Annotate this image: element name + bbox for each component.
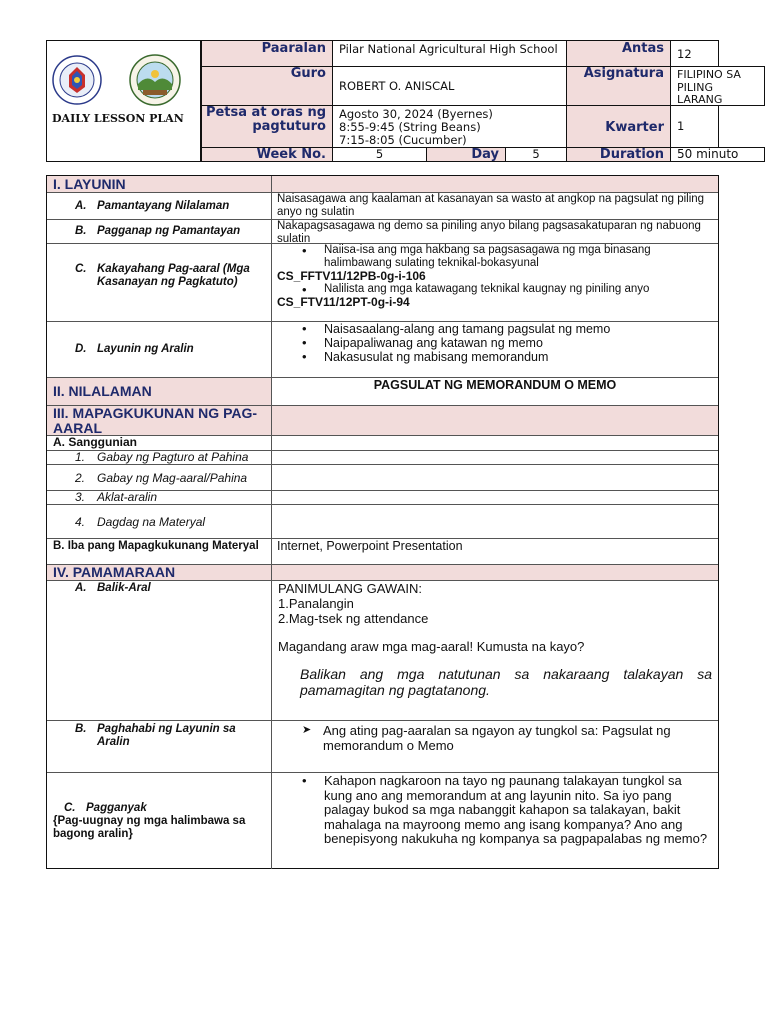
layunin-c-row	[47, 244, 718, 322]
paghahabi-letter: B.	[75, 723, 87, 735]
balik-aral-row	[47, 581, 718, 721]
petsa-label: Petsa at oras ng pagtuturo	[201, 105, 333, 148]
layunin-c-bullet-2: • Nalilista ang mga katawagang teknikal kaugnay ng piniling anyo	[272, 283, 718, 296]
paghahabi-row	[47, 721, 718, 773]
layunin-d-label	[47, 322, 272, 377]
pagganyak-text: • Kahapon nagkaroon na tayo ng paunang talakayan tungkol sa kung ano ang memorandum at ang layunin nito. Sa iyo pang palagay bukod sa mga nabanggit kahapon sa talakayan, bakit mahalaga na mayroong memo ang isang kompanya? Ano ang benepisyong nakukuha ng kompanya sa pagpapalabas ng memo?	[272, 774, 708, 847]
layunin-d-item-2: • Naipapaliwanag ang katawan ng memo	[272, 336, 718, 350]
petsa-value	[332, 105, 567, 148]
paghahabi-content	[272, 721, 718, 772]
asignatura-label: Asignatura	[566, 66, 671, 106]
mapagkukunan-header-row	[47, 406, 718, 436]
balik-aral-line-2: 1.Panalangin	[278, 596, 354, 611]
layunin-c-content	[272, 244, 718, 321]
paghahabi-text-content: Ang ating pag-aaralan sa ngayon ay tungkol sa: Pagsulat ng memorandum o Memo	[323, 723, 671, 753]
layunin-a-text: Naisasagawa ang kaalaman at kasanayan sa wasto at angkop na pagsulat ng piling anyo ng sulatin	[277, 193, 705, 218]
antas-label: Antas	[566, 40, 671, 67]
layunin-c-letter: C.	[75, 263, 87, 275]
iba-pang-value: Internet, Powerpoint Presentation	[277, 539, 463, 553]
paghahabi-text	[272, 723, 718, 753]
balik-aral-content	[272, 581, 718, 720]
sanggunian-item-1-blank	[272, 451, 718, 464]
layunin-a-label-text: Pamantayang Nilalaman	[97, 200, 230, 212]
pamamaraan-header-row	[47, 565, 718, 581]
header-table	[46, 40, 741, 162]
day-label: Day	[426, 147, 506, 162]
sanggunian-item-2-text: Gabay ng Mag-aaral/Pahina	[97, 471, 248, 485]
paaralan-label: Paaralan	[201, 40, 333, 67]
mapagkukunan-header-blank	[272, 406, 718, 435]
layunin-d-label-text: Layunin ng Aralin	[97, 343, 194, 355]
sanggunian-item-2-num: 2.	[75, 471, 86, 485]
sanggunian-item-1-text: Gabay ng Pagturo at Pahina	[97, 450, 249, 464]
paghahabi-label-text: Paghahabi ng Layunin sa Aralin	[97, 723, 236, 748]
petsa-line1: Agosto 30, 2024 (Byernes)	[339, 107, 493, 121]
layunin-d-item-3: • Nakasusulat ng mabisang memorandum	[272, 350, 718, 364]
layunin-d-item-1: • Naisasaalang-alang ang tamang pagsulat ng memo	[272, 322, 718, 336]
layunin-d-row	[47, 322, 718, 378]
petsa-line3: 7:15-8:05 (Cucumber)	[339, 133, 467, 147]
layunin-c-label-text: Kakayahang Pag-aaral (Mga Kasanayan ng Pagkatuto)	[97, 263, 250, 288]
sanggunian-blank	[272, 436, 718, 450]
layunin-c-bullet-1: • Naiisa-isa ang mga hakbang sa pagsasagawa ng mga binasang halimbawang sulating teknikal-bokasyunal	[272, 244, 718, 270]
petsa-line2: 8:55-9:45 (String Beans)	[339, 120, 481, 134]
sanggunian-label: A. Sanggunian	[47, 436, 272, 450]
antas-value: 12	[670, 40, 719, 67]
sanggunian-item-3-text: Aklat-aralin	[97, 490, 158, 504]
guro-label: Guro	[201, 66, 333, 106]
week-label: Week No.	[201, 147, 333, 162]
day-value: 5	[505, 147, 567, 162]
kwarter-label: Kwarter	[566, 105, 671, 148]
layunin-b-letter: B.	[75, 225, 87, 237]
nilalaman-content: PAGSULAT NG MEMORANDUM O MEMO	[373, 378, 617, 392]
section-title-pamamaraan: IV. PAMAMARAAN	[47, 565, 272, 580]
section-title-nilalaman: II. NILALAMAN	[47, 378, 272, 405]
layunin-header-blank	[272, 176, 718, 192]
paaralan-value: Pilar National Agricultural High School	[332, 40, 567, 67]
layunin-d-content	[272, 322, 718, 377]
paghahabi-label	[47, 721, 272, 772]
logo-cell	[46, 40, 201, 162]
nilalaman-row	[47, 378, 718, 406]
balik-aral-letter: A.	[75, 582, 87, 594]
layunin-b-label	[47, 220, 272, 243]
sanggunian-item-4-num: 4.	[75, 515, 86, 529]
sanggunian-row	[47, 436, 718, 451]
sanggunian-item-1-num: 1.	[75, 450, 86, 464]
layunin-b-label-text: Pagganap ng Pamantayan	[97, 225, 241, 237]
layunin-d-letter: D.	[75, 343, 87, 355]
iba-pang-row	[47, 539, 718, 565]
duration-value: 50 minuto	[670, 147, 765, 162]
pagganyak-sublabel: {Pag-uugnay ng mga halimbawa sa bagong aralin}	[53, 815, 246, 840]
layunin-c-code-1: CS_FFTV11/12PB-0g-i-106	[277, 269, 426, 283]
pagganyak-content	[272, 773, 718, 869]
duration-label: Duration	[566, 147, 671, 162]
pagganyak-letter: C.	[64, 802, 76, 814]
layunin-b-text: Nakapagsasagawa ng demo sa piniling anyo bilang pagsasakatuparan ng nabuong sulatin	[277, 220, 701, 245]
pamamaraan-header-blank	[272, 565, 718, 580]
guro-value: ROBERT O. ANISCAL	[332, 66, 567, 106]
lesson-table	[46, 175, 719, 869]
sanggunian-item-1	[47, 451, 272, 464]
balik-aral-line-3: 2.Mag-tsek ng attendance	[278, 611, 429, 626]
sanggunian-item-4-text: Dagdag na Materyal	[97, 515, 206, 529]
sanggunian-item-1-row	[47, 451, 718, 465]
pagganyak-row	[47, 773, 718, 869]
iba-pang-label: B. Iba pang Mapagkukunang Materyal	[47, 539, 272, 564]
sanggunian-item-3-row	[47, 491, 718, 505]
section-title-mapagkukunan: III. MAPAGKUKUNAN NG PAG-AARAL	[47, 406, 272, 435]
pagganyak-label	[47, 773, 272, 869]
kwarter-value: 1	[670, 105, 719, 148]
balik-aral-label	[47, 581, 272, 720]
school-seal-icon	[129, 54, 181, 106]
balik-aral-label-text: Balik-Aral	[97, 582, 151, 594]
layunin-c-label	[47, 244, 272, 321]
layunin-a-label	[47, 193, 272, 219]
balik-aral-line-4: Magandang araw mga mag-aaral! Kumusta na kayo?	[278, 639, 585, 654]
pagganyak-title	[53, 802, 265, 815]
deped-seal-icon	[52, 55, 102, 105]
sanggunian-item-3	[47, 491, 272, 504]
balik-aral-italic: Balikan ang mga natutunan sa nakaraang talakayan sa pamamagitan ng pagtatanong.	[300, 666, 712, 698]
sanggunian-item-2-row	[47, 465, 718, 491]
asignatura-value: FILIPINO SA PILING LARANG	[670, 66, 765, 106]
sanggunian-item-3-num: 3.	[75, 490, 86, 504]
layunin-a-row	[47, 193, 718, 220]
sanggunian-item-4-row	[47, 505, 718, 539]
section-title-layunin: I. LAYUNIN	[47, 176, 272, 192]
layunin-b-row	[47, 220, 718, 244]
layunin-c-code-2: CS_FTV11/12PT-0g-i-94	[277, 295, 410, 309]
week-value: 5	[332, 147, 427, 162]
layunin-header-row	[47, 176, 718, 193]
pagganyak-title-text: Pagganyak	[86, 802, 147, 814]
layunin-a-letter: A.	[75, 200, 87, 212]
sanggunian-item-3-blank	[272, 491, 718, 504]
sanggunian-item-2	[47, 465, 272, 490]
doc-title: DAILY LESSON PLAN	[52, 112, 184, 125]
sanggunian-item-2-blank	[272, 465, 718, 490]
sanggunian-item-4-blank	[272, 505, 718, 538]
balik-aral-line-1: PANIMULANG GAWAIN:	[278, 581, 422, 596]
sanggunian-item-4	[47, 505, 272, 538]
arrow-bullet-icon: ➤	[302, 724, 312, 736]
